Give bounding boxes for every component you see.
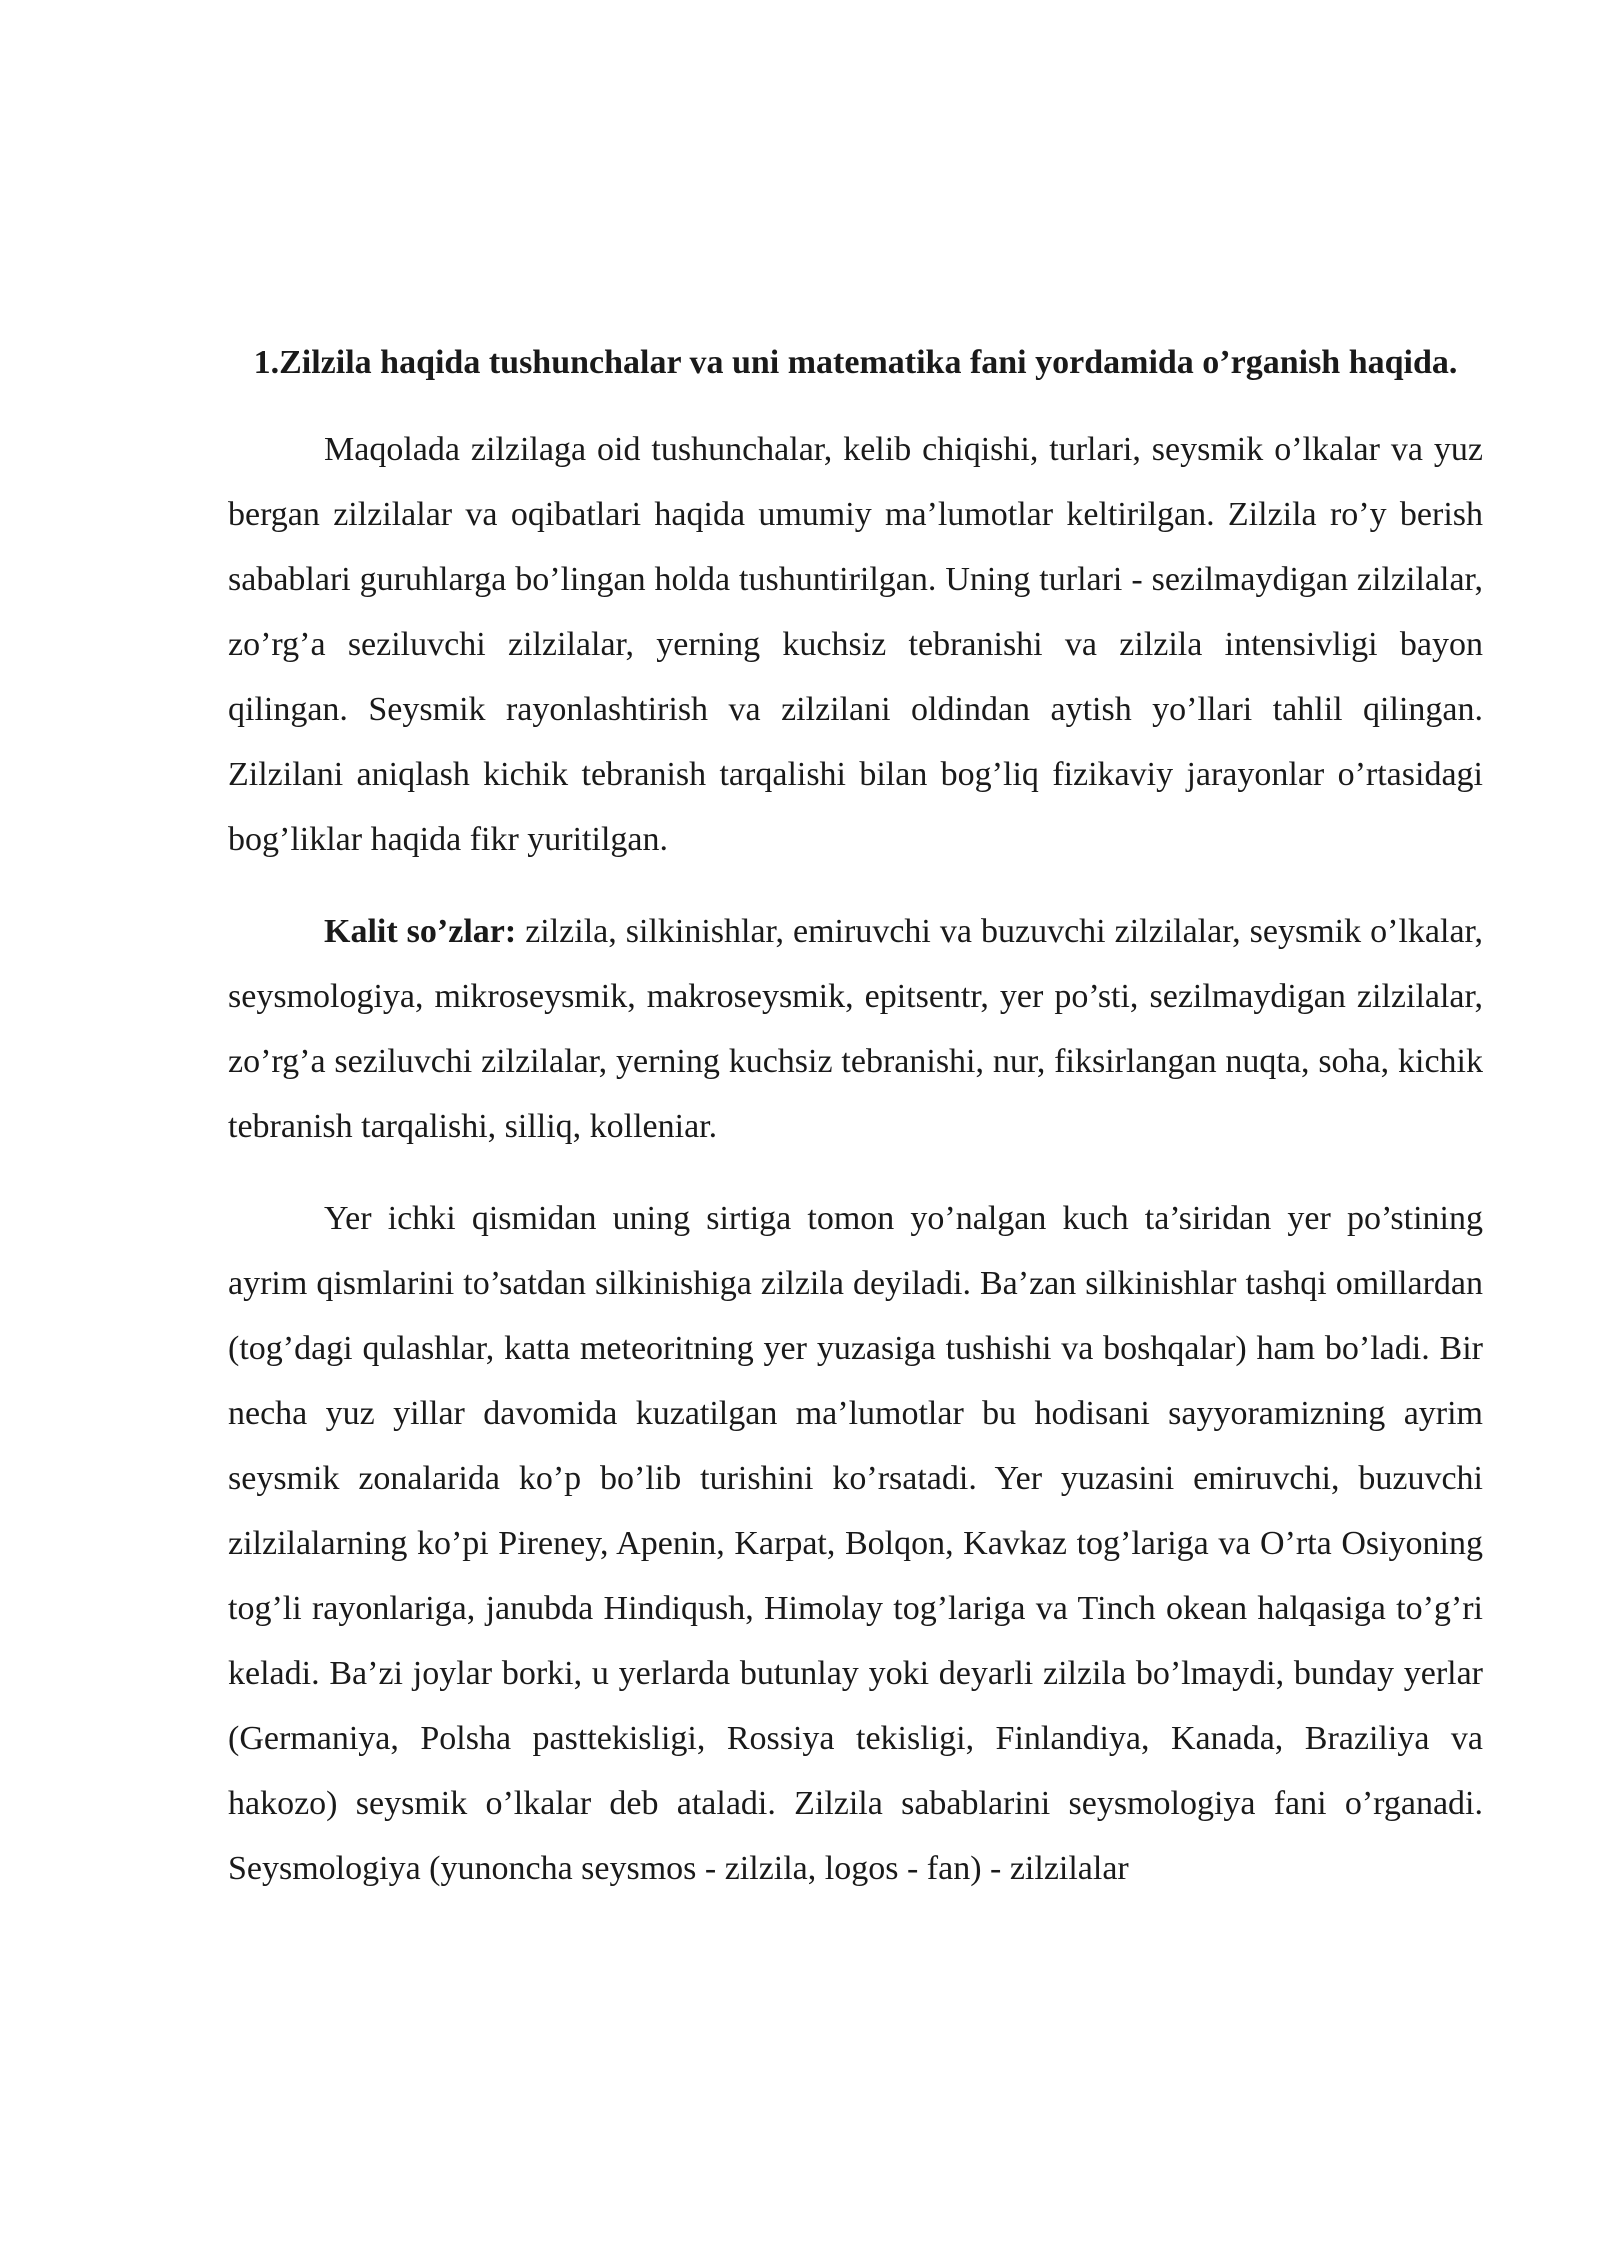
document-content (228, 330, 1483, 1928)
keywords-text: zilzila, silkinishlar, emiruvchi va buzuvchi zilzilalar, seysmik o’lkalar, seysmologiya, mikroseysmik, makroseysmik, epitsentr, yer po’sti, sezilmaydigan zilzilalar, zo’rg’a seziluvchi zilzilalar, yerning kuchsiz tebranishi, nur, fiksirlangan nuqta, soha, kichik tebranish tarqalishi, silliq, kolleniar. (228, 913, 1483, 1145)
keywords-label: Kalit so’zlar: (324, 913, 517, 950)
abstract-paragraph: Maqolada zilzilaga oid tushunchalar, kelib chiqishi, turlari, seysmik o’lkalar va yuz bergan zilzilalar va oqibatlari haqida umumiy ma’lumotlar keltirilgan. Zilzila ro’y berish sabablari guruhlarga bo’lingan holda tushuntirilgan. Uning turlari - sezilmaydigan zilzilalar, zo’rg’a seziluvchi zilzilalar, yerning kuchsiz tebranishi va zilzila intensivligi bayon qilingan. Seysmik rayonlashtirish va zilzilani oldindan aytish yo’llari tahlil qilingan. Zilzilani aniqlash kichik tebranish tarqalishi bilan bog’liq fizikaviy jarayonlar o’rtasidagi bog’liklar haqida fikr yuritilgan. (228, 431, 1483, 858)
keywords-paragraph (228, 899, 1483, 1159)
document-title: 1.Zilzila haqida tushunchalar va uni matematika fani yordamida o’rganish haqida. (253, 344, 1458, 381)
body-paragraph: Yer ichki qismidan uning sirtiga tomon yo’nalgan kuch ta’siridan yer po’stining ayrim qismlarini to’satdan silkinishiga zilzila deyiladi. Ba’zan silkinishlar tashqi omillardan (tog’dagi qulashlar, katta meteoritning yer yuzasiga tushishi va boshqalar) ham bo’ladi. Bir necha yuz yillar davomida kuzatilgan ma’lumotlar bu hodisani sayyoramizning ayrim seysmik zonalarida ko’p bo’lib turishini ko’rsatadi. Yer yuzasini emiruvchi, buzuvchi zilzilalarning ko’pi Pireney, Apenin, Karpat, Bolqon, Kavkaz tog’lariga va O’rta Osiyoning tog’li rayonlariga, janubda Hindiqush, Himolay tog’lariga va Tinch okean halqasiga to’g’ri keladi. Ba’zi joylar borki, u yerlarda butunlay yoki deyarli zilzila bo’lmaydi, bunday yerlar (Germaniya, Polsha pasttekisligi, Rossiya tekisligi, Finlandiya, Kanada, Braziliya va hakozo) seysmik o’lkalar deb ataladi. Zilzila sabablarini seysmologiya fani o’rganadi. Seysmologiya (yunoncha seysmos - zilzila, logos - fan) - zilzilalar (228, 1200, 1483, 1887)
